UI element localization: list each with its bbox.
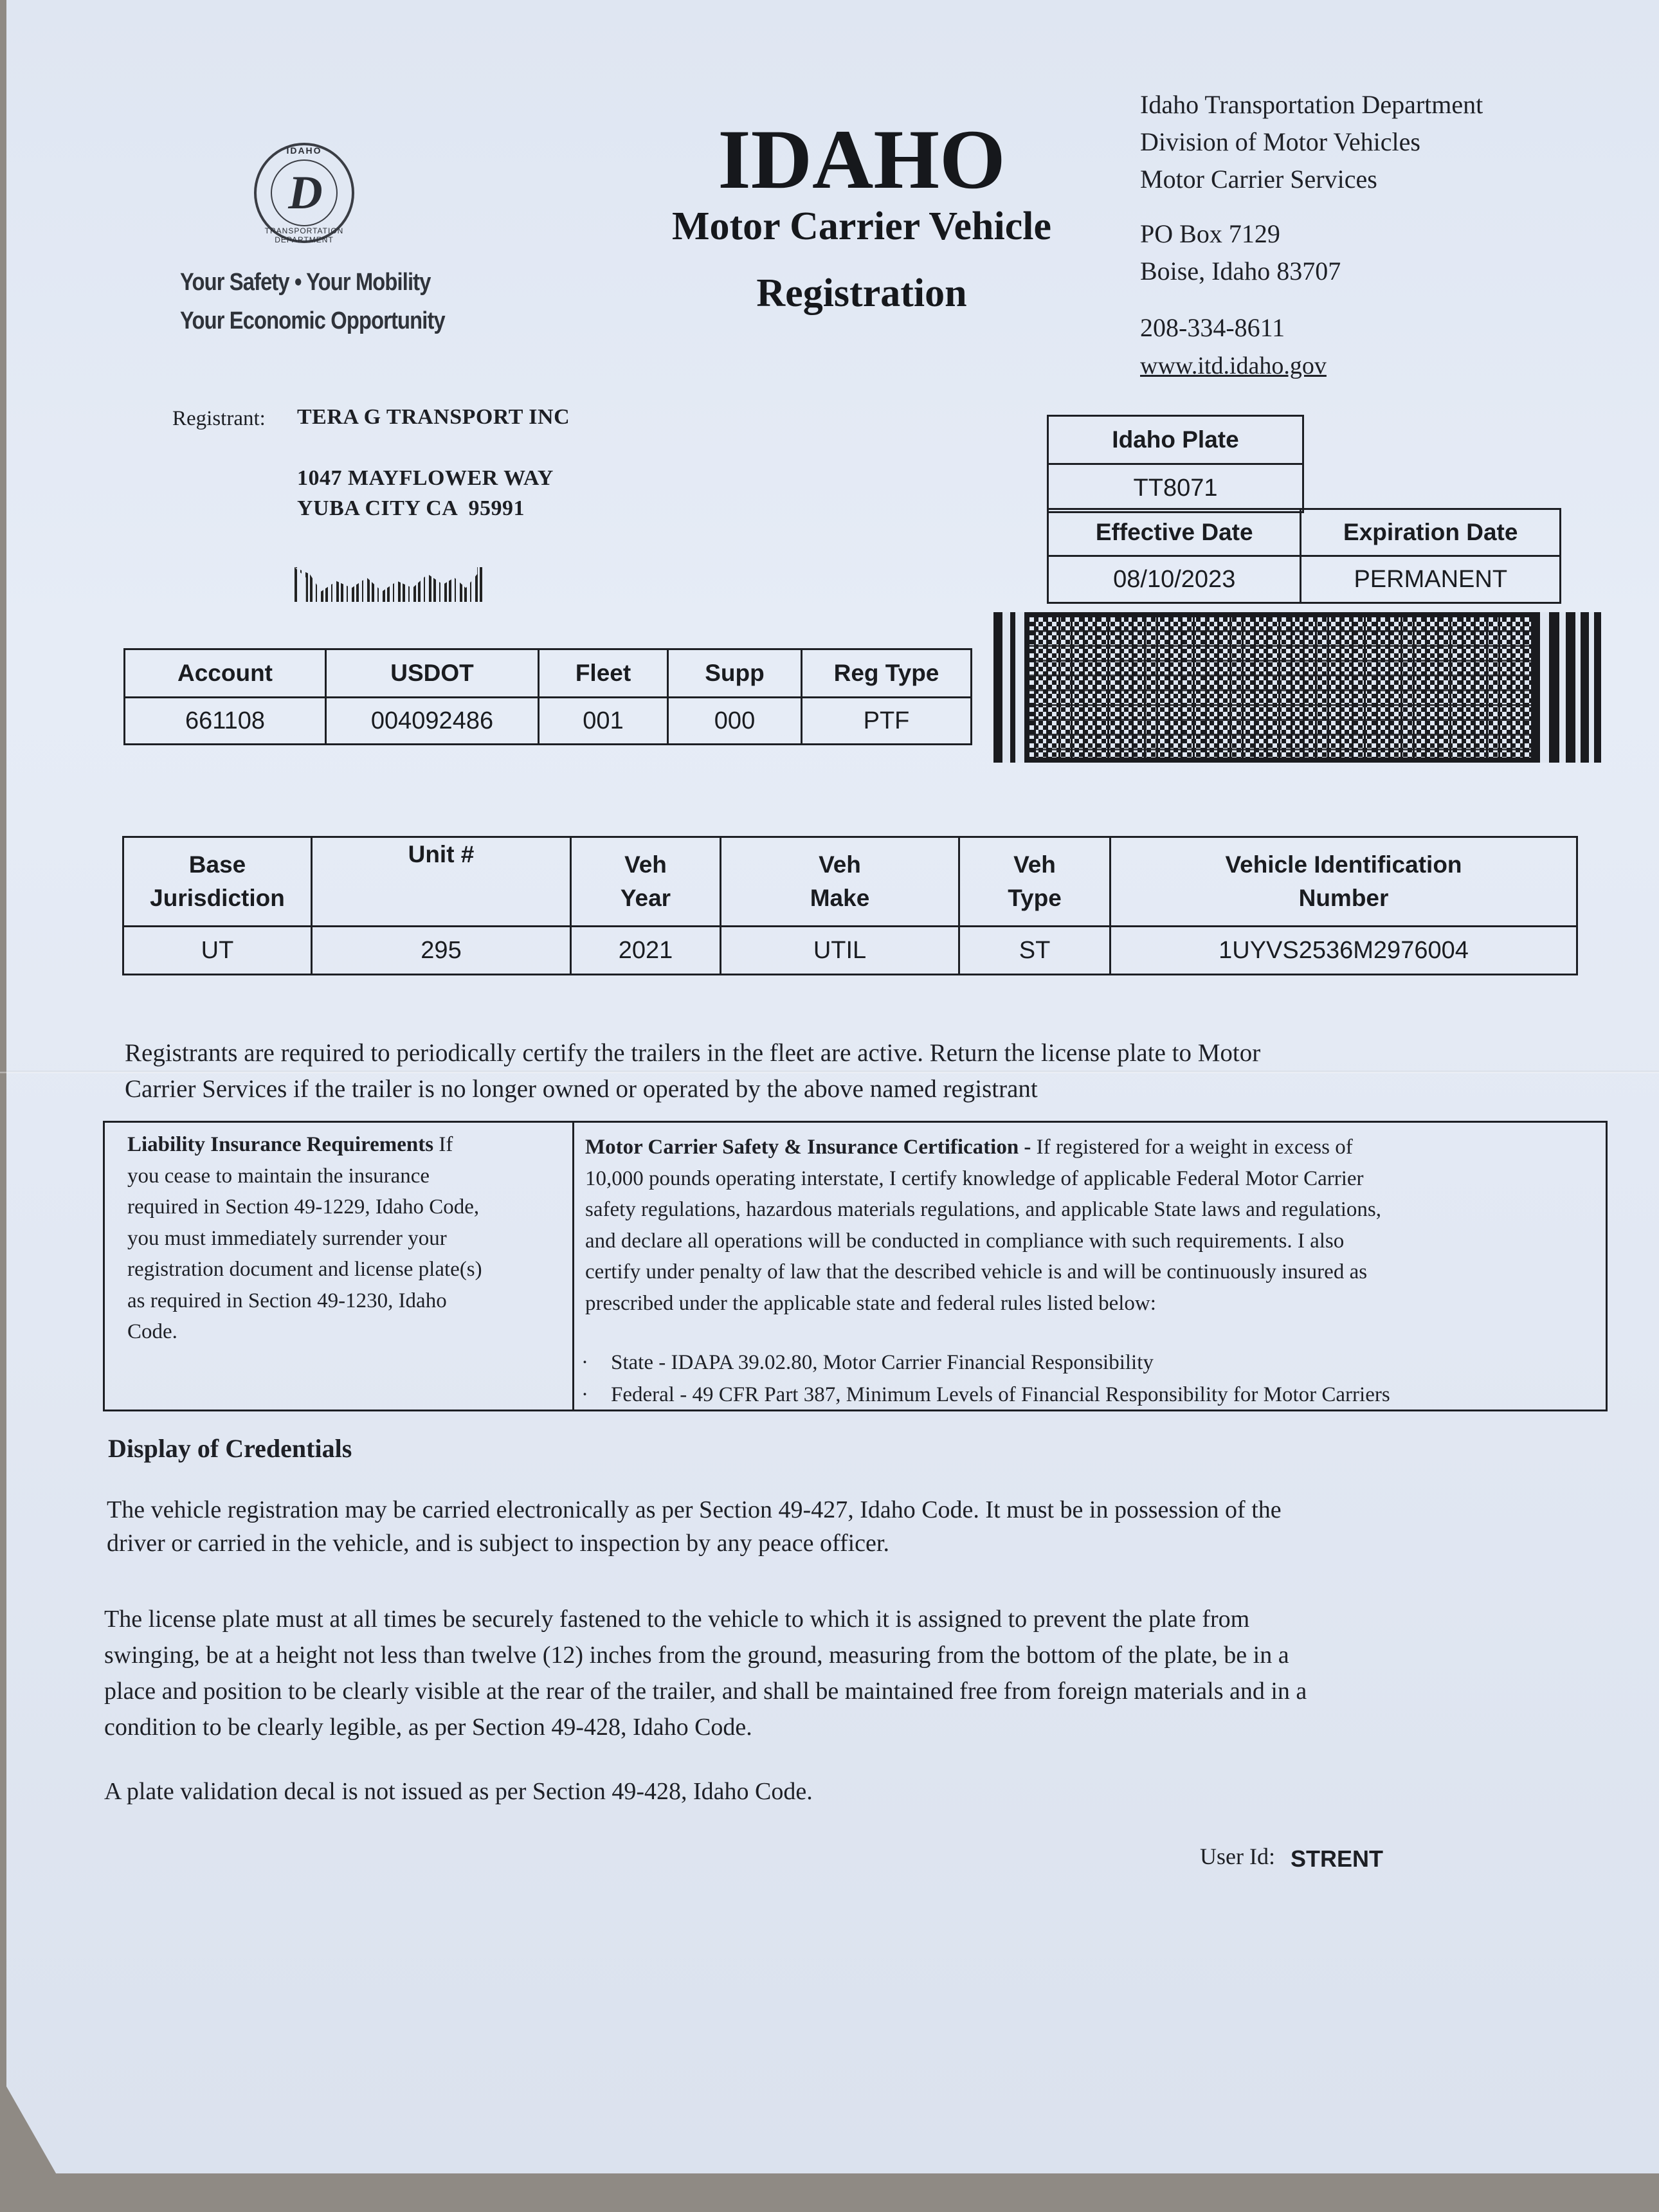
state-title: IDAHO (718, 112, 1006, 206)
safety-heading: Motor Carrier Safety & Insurance Certification - (585, 1136, 1031, 1159)
liability-line: required in Section 49-1229, Idaho Code, (127, 1195, 480, 1219)
state-rule-bullet: State - IDAPA 39.02.80, Motor Carrier Financial Responsibility (611, 1351, 1154, 1374)
user-id-value: STRENT (1291, 1845, 1383, 1872)
fleet-header: Fleet (539, 649, 668, 698)
liability-heading: Liability Insurance Requirements (127, 1133, 434, 1156)
tagline-2: Your Economic Opportunity (180, 307, 445, 334)
supp-header: Supp (668, 649, 802, 698)
agency-service: Motor Carrier Services (1140, 165, 1377, 194)
supp-value: 000 (668, 698, 802, 745)
expiration-date-value: PERMANENT (1301, 556, 1561, 603)
veh-type-header: Veh Type (959, 837, 1111, 927)
vin-value: 1UYVS2536M2976004 (1111, 927, 1577, 975)
agency-po-box: PO Box 7129 (1140, 219, 1280, 248)
plate-label: Idaho Plate (1048, 416, 1303, 464)
credentials-para1-line: driver or carried in the vehicle, and is subject to inspection by any peace officer. (107, 1530, 889, 1557)
effective-date-value: 08/10/2023 (1048, 556, 1301, 603)
credentials-heading: Display of Credentials (108, 1434, 352, 1463)
safety-line: certify under penalty of law that the described vehicle is and will be continuously insured as (585, 1260, 1368, 1283)
document-title-line2: Registration (756, 271, 967, 315)
unit-value: 295 (312, 927, 571, 975)
vehicle-table (122, 836, 1578, 975)
agency-name: Idaho Transportation Department (1140, 90, 1483, 119)
fleet-value: 001 (539, 698, 668, 745)
unit-header: Unit # (312, 837, 571, 927)
effective-date-label: Effective Date (1048, 509, 1301, 556)
account-value: 661108 (125, 698, 326, 745)
safety-line: and declare all operations will be conducted in compliance with such requirements. I also (585, 1229, 1345, 1253)
bullet-icon: · (581, 1351, 588, 1374)
reg-type-value: PTF (802, 698, 972, 745)
registrant-city: YUBA CITY CA 95991 (297, 496, 525, 520)
account-table (123, 648, 972, 745)
logo-letter: D (288, 167, 323, 219)
agency-phone: 208-334-8611 (1140, 313, 1285, 342)
veh-year-header: Veh Year (571, 837, 721, 927)
document-title-line1: Motor Carrier Vehicle (672, 204, 1051, 248)
base-jurisdiction-header: Base Jurisdiction (123, 837, 312, 927)
credentials-para2-line: condition to be clearly legible, as per Section 49-428, Idaho Code. (104, 1714, 752, 1741)
veh-type-value: ST (959, 927, 1111, 975)
logo-ring-bottom-text: TRANSPORTATION DEPARTMENT (264, 226, 344, 244)
agency-website-link[interactable]: www.itd.idaho.gov (1140, 352, 1327, 379)
idaho-plate-table (1047, 415, 1304, 513)
safety-line: 10,000 pounds operating interstate, I certify knowledge of applicable Federal Motor Carrier (585, 1166, 1364, 1190)
liability-line: as required in Section 49-1230, Idaho (127, 1289, 447, 1312)
vin-header: Vehicle Identification Number (1111, 837, 1577, 927)
plate-value: TT8071 (1048, 464, 1303, 512)
usdot-value: 004092486 (326, 698, 539, 745)
dates-table (1047, 508, 1561, 604)
credentials-para3: A plate validation decal is not issued as per Section 49-428, Idaho Code. (104, 1778, 813, 1805)
expiration-date-label: Expiration Date (1301, 509, 1561, 556)
bullet-icon: · (581, 1383, 588, 1406)
registrant-name: TERA G TRANSPORT INC (297, 405, 570, 429)
certify-notice-line1: Registrants are required to periodically certify the trailers in the fleet are active. Return the license plate to Motor (125, 1039, 1261, 1067)
registrant-street: 1047 MAYFLOWER WAY (297, 466, 554, 490)
credentials-para2-line: place and position to be clearly visible at the rear of the trailer, and shall be maintained free from foreign materials and in a (104, 1678, 1307, 1705)
agency-city: Boise, Idaho 83707 (1140, 257, 1341, 286)
insurance-box-divider (572, 1121, 574, 1411)
liability-line: you must immediately surrender your (127, 1226, 447, 1250)
agency-division: Division of Motor Vehicles (1140, 127, 1420, 156)
credentials-para2-line: swinging, be at a height not less than twelve (12) inches from the ground, measuring from the bottom of the plate, be in a (104, 1642, 1289, 1669)
safety-line: If registered for a weight in excess of (1031, 1136, 1353, 1159)
logo-ring-top-text: IDAHO (286, 145, 322, 156)
pdf417-barcode-icon (993, 612, 1601, 763)
user-id-label: User Id: (1200, 1844, 1275, 1869)
credentials-para2-line: The license plate must at all times be securely fastened to the vehicle to which it is assigned to prevent the plate from (104, 1606, 1250, 1633)
liability-line: you cease to maintain the insurance (127, 1164, 430, 1188)
liability-section (127, 1129, 565, 1348)
safety-section (585, 1132, 1601, 1319)
usdot-header: USDOT (326, 649, 539, 698)
account-header: Account (125, 649, 326, 698)
reg-type-header: Reg Type (802, 649, 972, 698)
certify-notice-line2: Carrier Services if the trailer is no longer owned or operated by the above named registrant (125, 1075, 1038, 1103)
veh-year-value: 2021 (571, 927, 721, 975)
veh-make-value: UTIL (721, 927, 959, 975)
safety-line: safety regulations, hazardous materials regulations, and applicable State laws and regulations, (585, 1198, 1382, 1221)
federal-rule-bullet: Federal - 49 CFR Part 387, Minimum Levels of Financial Responsibility for Motor Carriers (611, 1383, 1390, 1406)
tagline-1: Your Safety • Your Mobility (180, 269, 431, 296)
credentials-para1-line: The vehicle registration may be carried electronically as per Section 49-427, Idaho Code. It must be in possession of the (107, 1496, 1282, 1523)
liability-line: registration document and license plate(s) (127, 1258, 482, 1281)
registrant-label: Registrant: (172, 407, 266, 430)
liability-line: If (433, 1133, 453, 1156)
veh-make-header: Veh Make (721, 837, 959, 927)
base-jurisdiction-value: UT (123, 927, 312, 975)
safety-line: prescribed under the applicable state and federal rules listed below: (585, 1291, 1156, 1315)
liability-line: Code. (127, 1320, 177, 1343)
